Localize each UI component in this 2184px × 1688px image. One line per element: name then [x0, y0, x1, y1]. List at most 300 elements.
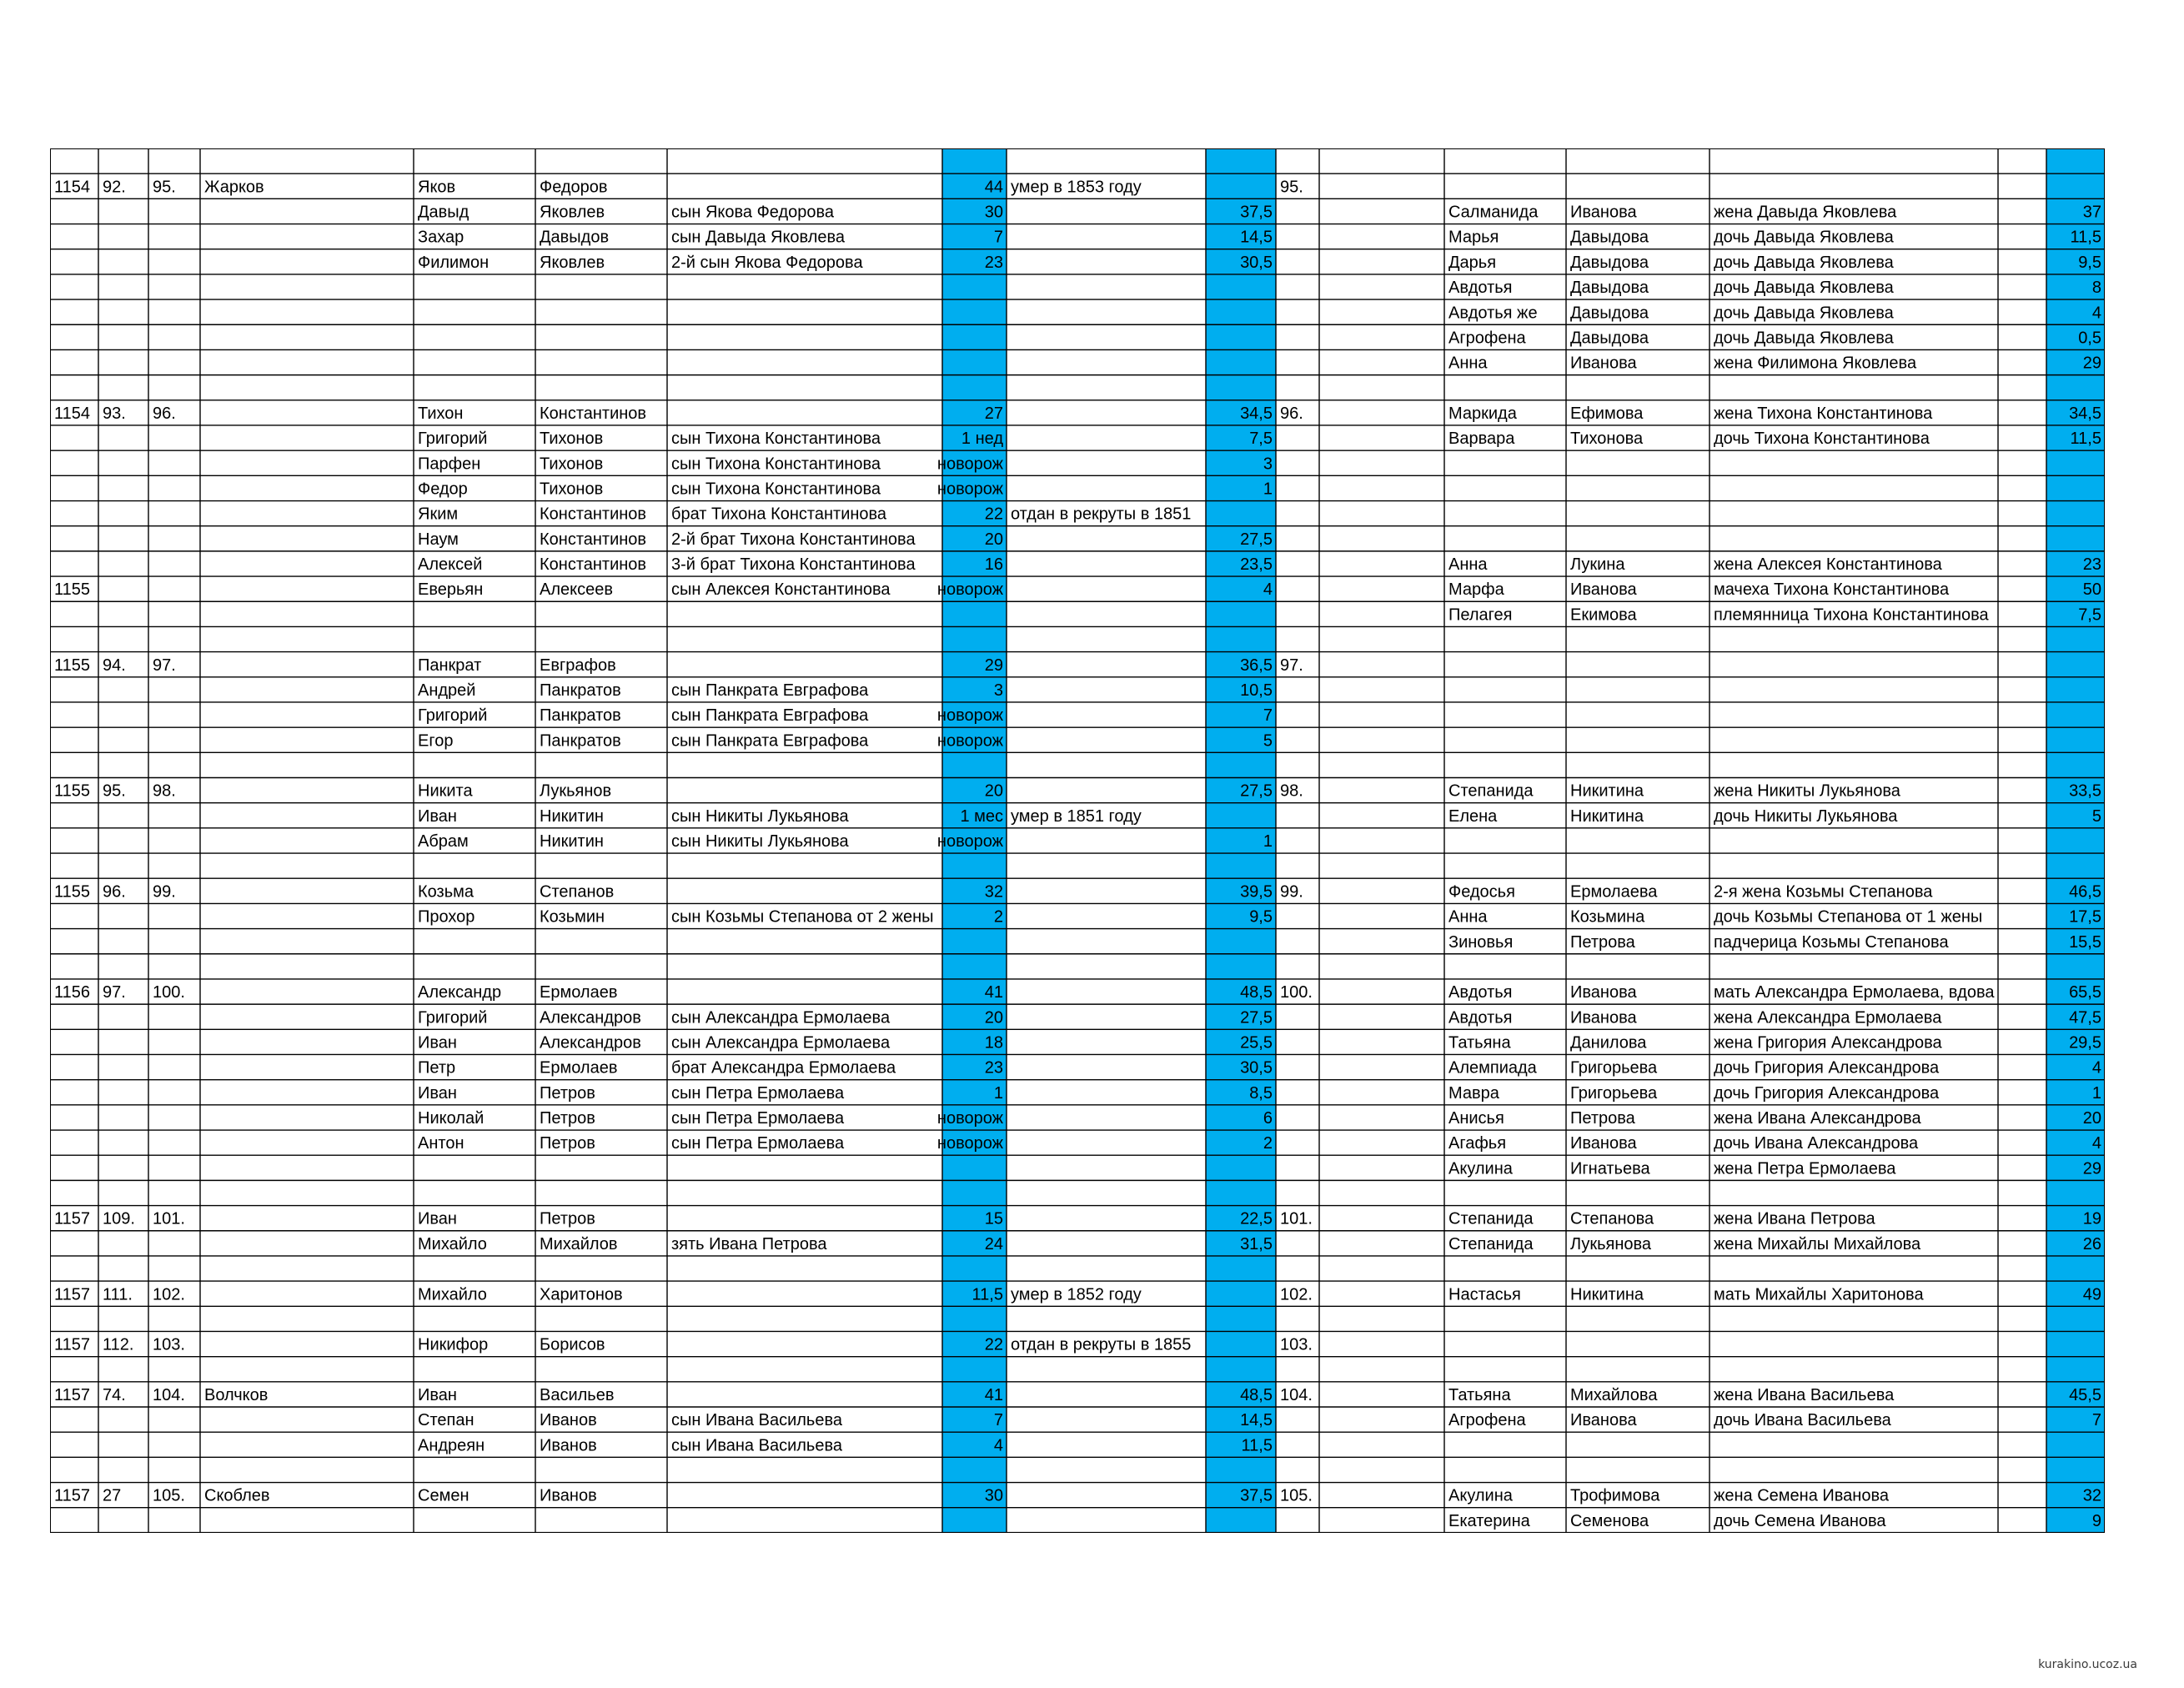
name-cell: Никита	[418, 781, 473, 801]
name-cell: Иван	[418, 806, 457, 826]
age-1850-cell: 41	[984, 1386, 1003, 1404]
house-no-f-cell: 96.	[1280, 404, 1303, 423]
volume-cell: 1156	[54, 983, 91, 1002]
f-age-cell: 9,5	[2078, 253, 2101, 272]
f-patronymic-cell: Давыдова	[1570, 304, 1649, 323]
patronymic-cell: Константинов	[540, 530, 647, 549]
f-patronymic-cell: Иванова	[1570, 354, 1637, 373]
f-name-cell: Анисья	[1448, 1109, 1504, 1128]
f-name-cell: Татьяна	[1448, 1033, 1511, 1052]
patronymic-cell: Ермолаев	[540, 983, 618, 1002]
table-row	[418, 1084, 2101, 1103]
f-patronymic-cell: Давыдова	[1570, 228, 1649, 247]
f-relation-cell: племянница Тихона Константинова	[1714, 605, 1989, 625]
age-1850-cell: 18	[984, 1033, 1003, 1052]
table-row	[54, 1210, 2101, 1228]
volume-cell: 1157	[54, 1335, 91, 1354]
remark-cell: отдан в рекруты в 1851	[1011, 505, 1192, 524]
table-row	[418, 203, 2101, 222]
relation-cell: сын Козьмы Степанова от 2 жены	[671, 907, 934, 927]
patronymic-cell: Тихонов	[540, 430, 604, 449]
age-now-cell: 37,5	[1240, 203, 1273, 222]
volume-cell: 1155	[54, 580, 91, 600]
f-name-cell: Дарья	[1448, 253, 1497, 272]
f-age-cell: 37	[2082, 203, 2101, 222]
name-cell: Федор	[418, 480, 468, 499]
f-name-cell: Маркида	[1448, 404, 1517, 423]
old-no-cell: 93.	[103, 404, 126, 423]
relation-cell: брат Тихона Константинова	[671, 505, 887, 524]
table-row	[418, 1235, 2101, 1253]
old-no-cell: 94.	[103, 656, 126, 675]
f-age-cell: 8	[2091, 279, 2101, 298]
table-row	[54, 580, 2101, 599]
age-1850-cell: новорож	[936, 580, 1003, 600]
f-patronymic-cell: Иванова	[1570, 983, 1637, 1002]
volume-cell: 1157	[54, 1486, 91, 1505]
f-age-cell: 32	[2082, 1486, 2101, 1505]
name-cell: Панкрат	[418, 656, 482, 675]
age-now-cell: 30,5	[1240, 253, 1273, 272]
age-now-cell: 36,5	[1240, 656, 1273, 675]
f-patronymic-cell: Иванова	[1570, 1008, 1637, 1027]
patronymic-cell: Козьмин	[540, 907, 605, 927]
age-1850-cell: 3	[993, 681, 1003, 700]
f-patronymic-cell: Григорьева	[1570, 1058, 1658, 1078]
remark-cell: умер в 1851 году	[1011, 806, 1142, 826]
table-row	[1448, 605, 2101, 624]
age-1850-cell: новорож	[936, 455, 1003, 474]
patronymic-cell: Панкратов	[540, 706, 621, 726]
f-relation-cell: жена Алексея Константинова	[1714, 555, 1942, 575]
table-row	[418, 530, 1273, 549]
table-row	[418, 1033, 2101, 1052]
house-no-cell: 98.	[153, 781, 176, 801]
relation-cell: сын Никиты Лукьянова	[671, 832, 849, 852]
name-cell: Григорий	[418, 706, 488, 726]
name-cell: Тихон	[418, 404, 464, 423]
f-name-cell: Авдотья	[1448, 279, 1513, 298]
table-row	[418, 1008, 2101, 1027]
name-cell: Егор	[418, 731, 454, 751]
f-age-cell: 9	[2091, 1511, 2101, 1530]
f-name-cell: Елена	[1448, 806, 1498, 826]
patronymic-cell: Алексеев	[540, 580, 613, 600]
f-patronymic-cell: Иванова	[1570, 1411, 1637, 1430]
table-row	[1448, 304, 2101, 322]
census-table	[50, 148, 2105, 1533]
patronymic-cell: Никитин	[540, 832, 604, 852]
f-relation-cell: жена Александра Ермолаева	[1714, 1008, 1942, 1027]
f-relation-cell: дочь Давыда Яковлева	[1714, 228, 1894, 247]
table-row	[54, 404, 2101, 423]
f-age-cell: 29	[2082, 354, 2101, 373]
patronymic-cell: Тихонов	[540, 480, 604, 499]
age-1850-cell: 20	[984, 781, 1003, 801]
name-cell: Степан	[418, 1411, 474, 1430]
volume-cell: 1155	[54, 656, 91, 675]
f-relation-cell: мать Михайлы Харитонова	[1714, 1285, 1924, 1304]
age-now-cell: 6	[1263, 1109, 1273, 1128]
age-1850-cell: новорож	[936, 1109, 1003, 1128]
age-now-cell: 1	[1263, 832, 1273, 852]
age-1850-cell: 30	[984, 203, 1003, 222]
f-age-cell: 29,5	[2069, 1033, 2101, 1052]
f-name-cell: Степанида	[1448, 781, 1534, 801]
f-relation-cell: падчерица Козьмы Степанова	[1714, 932, 1949, 952]
surname-cell: Скоблев	[204, 1486, 270, 1505]
age-1850-cell: 22	[984, 1335, 1003, 1354]
name-cell: Михайло	[418, 1234, 487, 1253]
relation-cell: сын Панкрата Евграфова	[671, 681, 869, 700]
old-no-cell: 112.	[103, 1335, 134, 1354]
f-age-cell: 4	[2091, 1134, 2101, 1153]
table-row	[54, 656, 1303, 675]
f-relation-cell: жена Ивана Александрова	[1714, 1109, 1921, 1128]
f-relation-cell: жена Филимона Яковлева	[1714, 354, 1917, 373]
age-1850-cell: 2	[993, 907, 1003, 927]
name-cell: Козьма	[418, 882, 474, 902]
house-no-f-cell: 100.	[1280, 983, 1313, 1002]
age-now-cell: 7,5	[1249, 430, 1273, 449]
house-no-cell: 104.	[153, 1386, 185, 1404]
house-no-f-cell: 104.	[1280, 1386, 1313, 1404]
age-1850-cell: 30	[984, 1486, 1003, 1505]
old-no-cell: 109.	[103, 1209, 135, 1228]
f-patronymic-cell: Лукина	[1570, 555, 1625, 575]
volume-cell: 1157	[54, 1209, 91, 1228]
age-1850-cell: новорож	[936, 1134, 1003, 1153]
remark-cell: умер в 1853 году	[1011, 178, 1142, 197]
name-cell: Захар	[418, 228, 464, 247]
age-now-cell: 30,5	[1240, 1058, 1273, 1078]
f-relation-cell: жена Ивана Петрова	[1714, 1209, 1875, 1228]
f-name-cell: Анна	[1448, 555, 1488, 575]
table-row	[54, 178, 1303, 196]
old-no-cell: 96.	[103, 882, 126, 902]
table-row	[418, 254, 2101, 272]
age-now-cell: 34,5	[1240, 404, 1273, 423]
name-cell: Андрей	[418, 681, 476, 700]
f-relation-cell: жена Тихона Константинова	[1714, 404, 1933, 423]
f-age-cell: 47,5	[2069, 1008, 2101, 1027]
patronymic-cell: Иванов	[540, 1436, 597, 1455]
f-age-cell: 50	[2082, 580, 2101, 600]
age-1850-cell: 11,5	[972, 1285, 1003, 1304]
relation-cell: сын Тихона Константинова	[671, 480, 881, 499]
age-now-cell: 4	[1263, 580, 1273, 600]
f-age-cell: 4	[2091, 1058, 2101, 1078]
f-patronymic-cell: Давыдова	[1570, 253, 1649, 272]
relation-cell: сын Петра Ермолаева	[671, 1109, 845, 1128]
f-age-cell: 46,5	[2069, 882, 2101, 902]
name-cell: Иван	[418, 1386, 457, 1404]
f-name-cell: Анна	[1448, 907, 1488, 927]
table-row	[418, 455, 1273, 473]
age-1850-cell: 22	[984, 505, 1003, 524]
name-cell: Абрам	[418, 832, 469, 852]
f-patronymic-cell: Петрова	[1570, 1109, 1635, 1128]
age-now-cell: 31,5	[1240, 1234, 1273, 1253]
f-name-cell: Марфа	[1448, 580, 1504, 600]
f-name-cell: Агрофена	[1448, 329, 1526, 348]
f-patronymic-cell: Иванова	[1570, 1134, 1637, 1153]
age-now-cell: 23,5	[1240, 555, 1273, 575]
age-1850-cell: 23	[984, 1058, 1003, 1078]
f-relation-cell: дочь Козьмы Степанова от 1 жены	[1714, 907, 1983, 927]
volume-cell: 1154	[54, 178, 91, 197]
f-patronymic-cell: Иванова	[1570, 580, 1637, 600]
table-row	[418, 1059, 2101, 1078]
house-no-f-cell: 95.	[1280, 178, 1303, 197]
table-row	[418, 1436, 1273, 1454]
relation-cell: сын Ивана Васильева	[671, 1411, 842, 1430]
f-patronymic-cell: Михайлова	[1570, 1386, 1658, 1404]
relation-cell: 3-й брат Тихона Константинова	[671, 555, 916, 575]
f-age-cell: 49	[2082, 1285, 2101, 1304]
table-row	[1448, 354, 2101, 373]
table-row	[1448, 329, 2101, 347]
f-relation-cell: дочь Давыда Яковлева	[1714, 279, 1894, 298]
age-now-cell: 14,5	[1240, 1411, 1273, 1430]
patronymic-cell: Панкратов	[540, 681, 621, 700]
table-row	[418, 555, 2101, 574]
patronymic-cell: Иванов	[540, 1486, 597, 1505]
age-1850-cell: 24	[984, 1234, 1003, 1253]
patronymic-cell: Константинов	[540, 505, 647, 524]
old-no-cell: 95.	[103, 781, 126, 801]
f-relation-cell: дочь Давыда Яковлева	[1714, 253, 1894, 272]
f-name-cell: Авдотья же	[1448, 304, 1538, 323]
f-relation-cell: жена Григория Александрова	[1714, 1033, 1942, 1052]
house-no-cell: 101.	[153, 1209, 185, 1228]
table-row	[54, 1336, 1313, 1354]
f-patronymic-cell: Давыдова	[1570, 329, 1649, 348]
patronymic-cell: Петров	[540, 1083, 595, 1103]
table-row	[418, 480, 1273, 499]
house-no-cell: 96.	[153, 404, 176, 423]
f-age-cell: 5	[2091, 806, 2101, 826]
age-1850-cell: новорож	[936, 731, 1003, 751]
age-now-cell: 48,5	[1240, 1386, 1273, 1404]
table-row	[418, 229, 2101, 247]
f-relation-cell: дочь Ивана Васильева	[1714, 1411, 1891, 1430]
house-no-cell: 95.	[153, 178, 176, 197]
f-relation-cell: жена Давыда Яковлева	[1714, 203, 1897, 222]
f-relation-cell: дочь Семена Иванова	[1714, 1511, 1886, 1530]
name-cell: Яков	[418, 178, 456, 197]
relation-cell: 2-й сын Якова Федорова	[671, 253, 863, 272]
f-name-cell: Акулина	[1448, 1486, 1513, 1505]
age-1850-cell: новорож	[936, 706, 1003, 726]
f-relation-cell: дочь Давыда Яковлева	[1714, 329, 1894, 348]
f-age-cell: 33,5	[2069, 781, 2101, 801]
f-relation-cell: дочь Григория Александрова	[1714, 1058, 1940, 1078]
age-1850-cell: 1 нед	[961, 430, 1003, 449]
house-no-f-cell: 97.	[1280, 656, 1303, 675]
census-table-grid	[50, 148, 2105, 1533]
age-1850-cell: 27	[984, 404, 1003, 423]
patronymic-cell: Петров	[540, 1209, 595, 1228]
name-cell: Яким	[418, 505, 459, 524]
age-now-cell: 2	[1263, 1134, 1273, 1153]
table-row	[418, 681, 1273, 700]
age-now-cell: 7	[1263, 706, 1273, 726]
relation-cell: сын Александра Ермолаева	[671, 1008, 891, 1027]
f-relation-cell: дочь Никиты Лукьянова	[1714, 806, 1898, 826]
patronymic-cell: Михайлов	[540, 1234, 618, 1253]
table-row	[418, 908, 2101, 927]
patronymic-cell: Александров	[540, 1008, 641, 1027]
f-patronymic-cell: Ермолаева	[1570, 882, 1658, 902]
age-1850-cell: 7	[993, 228, 1003, 247]
house-no-cell: 97.	[153, 656, 176, 675]
f-name-cell: Настасья	[1448, 1285, 1521, 1304]
patronymic-cell: Александров	[540, 1033, 641, 1052]
f-patronymic-cell: Лукьянова	[1570, 1234, 1652, 1253]
f-age-cell: 4	[2091, 304, 2101, 323]
patronymic-cell: Панкратов	[540, 731, 621, 751]
volume-cell: 1155	[54, 781, 91, 801]
patronymic-cell: Иванов	[540, 1411, 597, 1430]
relation-cell: 2-й брат Тихона Константинова	[671, 530, 916, 549]
f-name-cell: Мавра	[1448, 1083, 1499, 1103]
table-row	[418, 832, 1273, 851]
age-1850-cell: 20	[984, 530, 1003, 549]
f-name-cell: Татьяна	[1448, 1386, 1511, 1404]
f-patronymic-cell: Петрова	[1570, 932, 1635, 952]
relation-cell: сын Панкрата Евграфова	[671, 706, 869, 726]
house-no-cell: 102.	[153, 1285, 185, 1304]
volume-cell: 1155	[54, 882, 91, 902]
site-watermark: kurakino.ucoz.ua	[2038, 1658, 2137, 1671]
relation-cell: брат Александра Ермолаева	[671, 1058, 896, 1078]
old-no-cell: 74.	[103, 1386, 126, 1404]
name-cell: Григорий	[418, 1008, 488, 1027]
age-1850-cell: 1 мес	[960, 806, 1003, 826]
patronymic-cell: Давыдов	[540, 228, 610, 247]
surname-cell: Жарков	[204, 178, 264, 197]
age-1850-cell: 1	[993, 1083, 1003, 1103]
f-patronymic-cell: Козьмина	[1570, 907, 1645, 927]
f-name-cell: Авдотья	[1448, 1008, 1513, 1027]
age-now-cell: 39,5	[1240, 882, 1273, 902]
age-1850-cell: 29	[984, 656, 1003, 675]
relation-cell: сын Панкрата Евграфова	[671, 731, 869, 751]
patronymic-cell: Харитонов	[540, 1285, 623, 1304]
patronymic-cell: Борисов	[540, 1335, 605, 1354]
age-now-cell: 9,5	[1249, 907, 1273, 927]
old-no-cell: 111.	[103, 1285, 133, 1304]
patronymic-cell: Константинов	[540, 555, 647, 575]
relation-cell: сын Петра Ермолаева	[671, 1134, 845, 1153]
age-1850-cell: 23	[984, 253, 1003, 272]
age-1850-cell: 15	[984, 1209, 1003, 1228]
house-no-f-cell: 105.	[1280, 1486, 1313, 1505]
age-now-cell: 25,5	[1240, 1033, 1273, 1052]
age-now-cell: 27,5	[1240, 781, 1273, 801]
f-patronymic-cell: Иванова	[1570, 203, 1637, 222]
f-age-cell: 34,5	[2069, 404, 2101, 423]
house-no-cell: 105.	[153, 1486, 185, 1505]
patronymic-cell: Степанов	[540, 882, 615, 902]
f-patronymic-cell: Давыдова	[1570, 279, 1649, 298]
age-1850-cell: 41	[984, 983, 1003, 1002]
patronymic-cell: Петров	[540, 1109, 595, 1128]
f-age-cell: 23	[2082, 555, 2101, 575]
f-relation-cell: жена Михайлы Михайлова	[1714, 1234, 1921, 1253]
f-patronymic-cell: Тихонова	[1570, 430, 1644, 449]
old-no-cell: 92.	[103, 178, 126, 197]
age-1850-cell: 44	[984, 178, 1003, 197]
f-name-cell: Зиновья	[1448, 932, 1514, 952]
f-name-cell: Екатерина	[1448, 1511, 1530, 1530]
patronymic-cell: Константинов	[540, 404, 647, 423]
patronymic-cell: Яковлев	[540, 253, 605, 272]
f-patronymic-cell: Игнатьева	[1570, 1159, 1650, 1178]
name-cell: Михайло	[418, 1285, 487, 1304]
name-cell: Давыд	[418, 203, 469, 222]
age-now-cell: 14,5	[1240, 228, 1273, 247]
volume-cell: 1154	[54, 404, 91, 423]
f-age-cell: 29	[2082, 1159, 2101, 1178]
patronymic-cell: Тихонов	[540, 455, 604, 474]
name-cell: Семен	[418, 1486, 469, 1505]
table-row	[418, 505, 1191, 524]
remark-cell: отдан в рекруты в 1855	[1011, 1335, 1192, 1354]
f-patronymic-cell: Семенова	[1570, 1511, 1649, 1530]
name-cell: Петр	[418, 1058, 456, 1078]
table-row	[54, 1386, 2101, 1404]
table-row	[54, 782, 2101, 801]
name-cell: Филимон	[418, 253, 490, 272]
house-no-f-cell: 99.	[1280, 882, 1303, 902]
name-cell: Парфен	[418, 455, 481, 474]
house-no-cell: 100.	[153, 983, 185, 1002]
patronymic-cell: Никитин	[540, 806, 604, 826]
patronymic-cell: Федоров	[540, 178, 608, 197]
f-age-cell: 65,5	[2069, 983, 2101, 1002]
f-age-cell: 26	[2082, 1234, 2101, 1253]
f-age-cell: 11,5	[2070, 430, 2101, 449]
patronymic-cell: Петров	[540, 1134, 595, 1153]
f-patronymic-cell: Никитина	[1570, 806, 1644, 826]
age-now-cell: 8,5	[1249, 1083, 1273, 1103]
relation-cell: зять Ивана Петрова	[671, 1234, 827, 1253]
relation-cell: сын Петра Ермолаева	[671, 1083, 845, 1103]
f-name-cell: Авдотья	[1448, 983, 1513, 1002]
relation-cell: сын Давыда Яковлева	[671, 228, 846, 247]
name-cell: Никифор	[418, 1335, 489, 1354]
f-relation-cell: мать Александра Ермолаева, вдова	[1714, 983, 1995, 1002]
f-name-cell: Марья	[1448, 228, 1499, 247]
house-no-f-cell: 101.	[1280, 1209, 1313, 1228]
f-name-cell: Федосья	[1448, 882, 1515, 902]
house-no-f-cell: 103.	[1280, 1335, 1313, 1354]
table-row	[54, 1487, 2101, 1505]
relation-cell: сын Алексея Константинова	[671, 580, 891, 600]
house-no-cell: 99.	[153, 882, 176, 902]
name-cell: Николай	[418, 1109, 484, 1128]
f-age-cell: 45,5	[2069, 1386, 2101, 1404]
name-cell: Иван	[418, 1083, 457, 1103]
f-patronymic-cell: Никитина	[1570, 1285, 1644, 1304]
relation-cell: сын Ивана Васильева	[671, 1436, 842, 1455]
table-row	[1448, 1159, 2101, 1178]
patronymic-cell: Яковлев	[540, 203, 605, 222]
f-age-cell: 11,5	[2070, 228, 2101, 247]
f-patronymic-cell: Степанова	[1570, 1209, 1654, 1228]
